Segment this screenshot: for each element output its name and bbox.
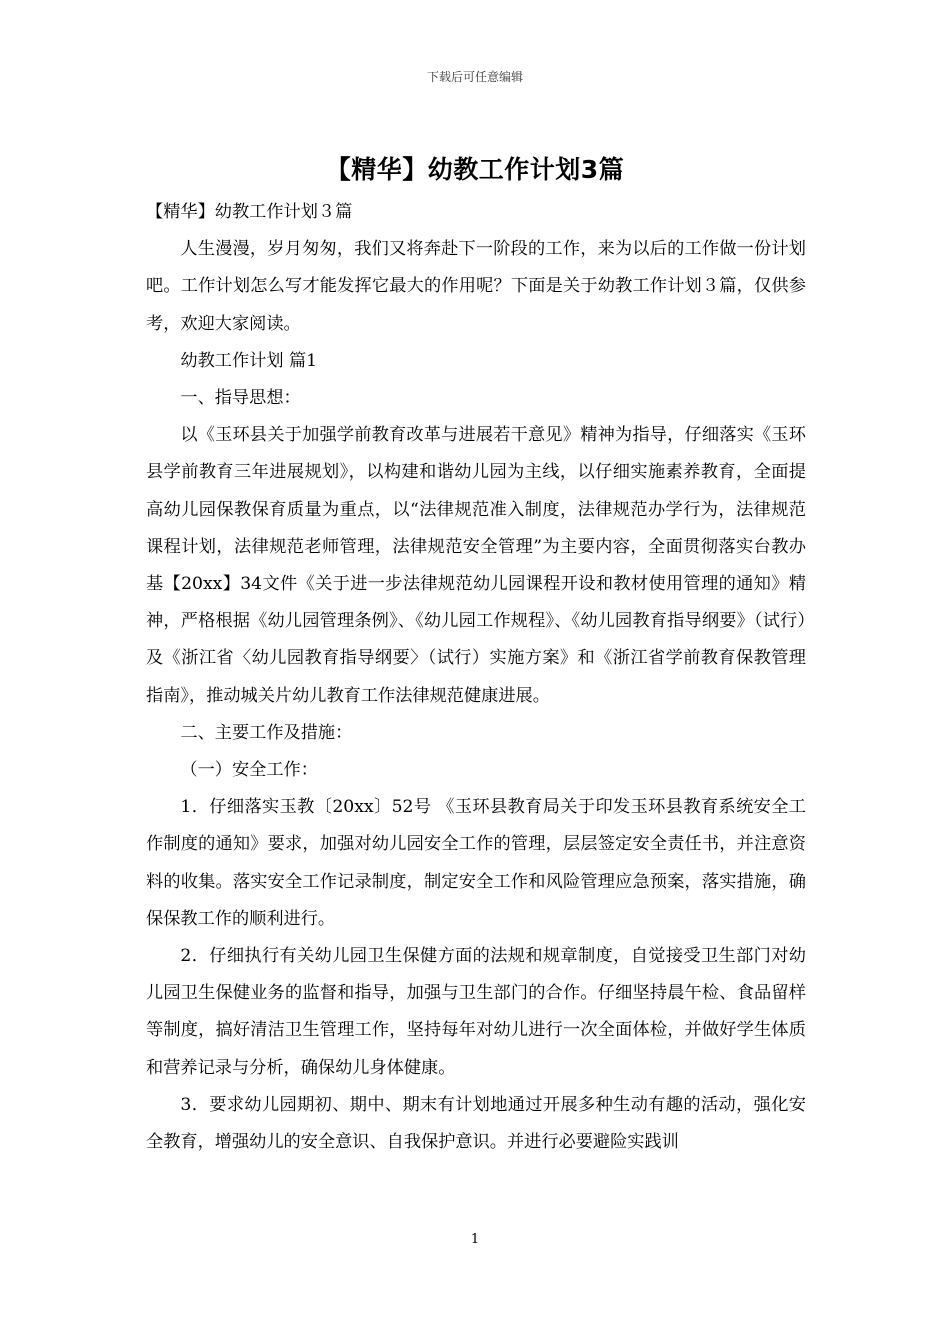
header-note: 下载后可任意编辑 <box>426 70 523 84</box>
body-paragraph: 1．仔细落实玉教〔20xx〕52号 《玉环县教育局关于印发玉环县教育系统安全工作制度的通知》要求，加强对幼儿园安全工作的管理，层层签定安全责任书，并注意资料的收集。落实安全工作记录制度，制定安全工作和风险管理应急预案，落实措施，确保保教工作的顺利进行。 <box>146 797 806 929</box>
body-paragraph: 以《玉环县关于加强学前教育改革与进展若干意见》精神为指导，仔细落实《玉环县学前教育三年进展规划》，以构建和谐幼儿园为主线，以仔细实施素养教育，全面提高幼儿园保教保育质量为重点，以“法律规范准入制度，法律规范办学行为，法律规范课程计划，法律规范老师管理，法律规范安全管理”为主要内容，全面贯彻落实台教办基【20xx】34文件《关于进一步法律规范幼儿园课程开设和教材使用管理的通知》精神，严格根据《幼儿园管理条例》、《幼儿园工作规程》、《幼儿园教育指导纲要》（试行）及《浙江省〈幼儿园教育指导纲要〉（试行）实施方案》和《浙江省学前教育保教管理指南》，推动城关片幼儿教育工作法律规范健康进展。 <box>146 425 806 706</box>
subsection-heading: 二、主要工作及措施： <box>180 722 353 743</box>
subsection-heading: 一、指导思想： <box>180 388 301 409</box>
intro-paragraph: 人生漫漫，岁月匆匆，我们又将奔赴下一阶段的工作，来为以后的工作做一份计划吧。工作计划怎么写才能发挥它最大的作用呢？下面是关于幼教工作计划３篇，仅供参考，欢迎大家阅读。 <box>146 239 806 334</box>
document-body <box>146 194 806 1161</box>
subsection-heading: （一）安全工作： <box>180 760 318 781</box>
section-heading: 幼教工作计划 篇1 <box>180 350 318 371</box>
body-paragraph: 3．要求幼儿园期初、期中、期末有计划地通过开展多种生动有趣的活动，强化安全教育，增强幼儿的安全意识、自我保护意识。并进行必要避险实践训 <box>146 1094 806 1153</box>
document-title: 【精华】幼教工作计划3篇 <box>325 155 625 184</box>
subtitle-line: 【精华】幼教工作计划３篇 <box>146 202 353 222</box>
page-number: 1 <box>470 1232 480 1247</box>
body-paragraph: 2．仔细执行有关幼儿园卫生保健方面的法规和规章制度，自觉接受卫生部门对幼儿园卫生保健业务的监督和指导，加强与卫生部门的合作。仔细坚持晨午检、食品留样等制度，搞好清洁卫生管理工作，坚持每年对幼儿进行一次全面体检，并做好学生体质和营养记录与分析，确保幼儿身体健康。 <box>146 946 806 1078</box>
